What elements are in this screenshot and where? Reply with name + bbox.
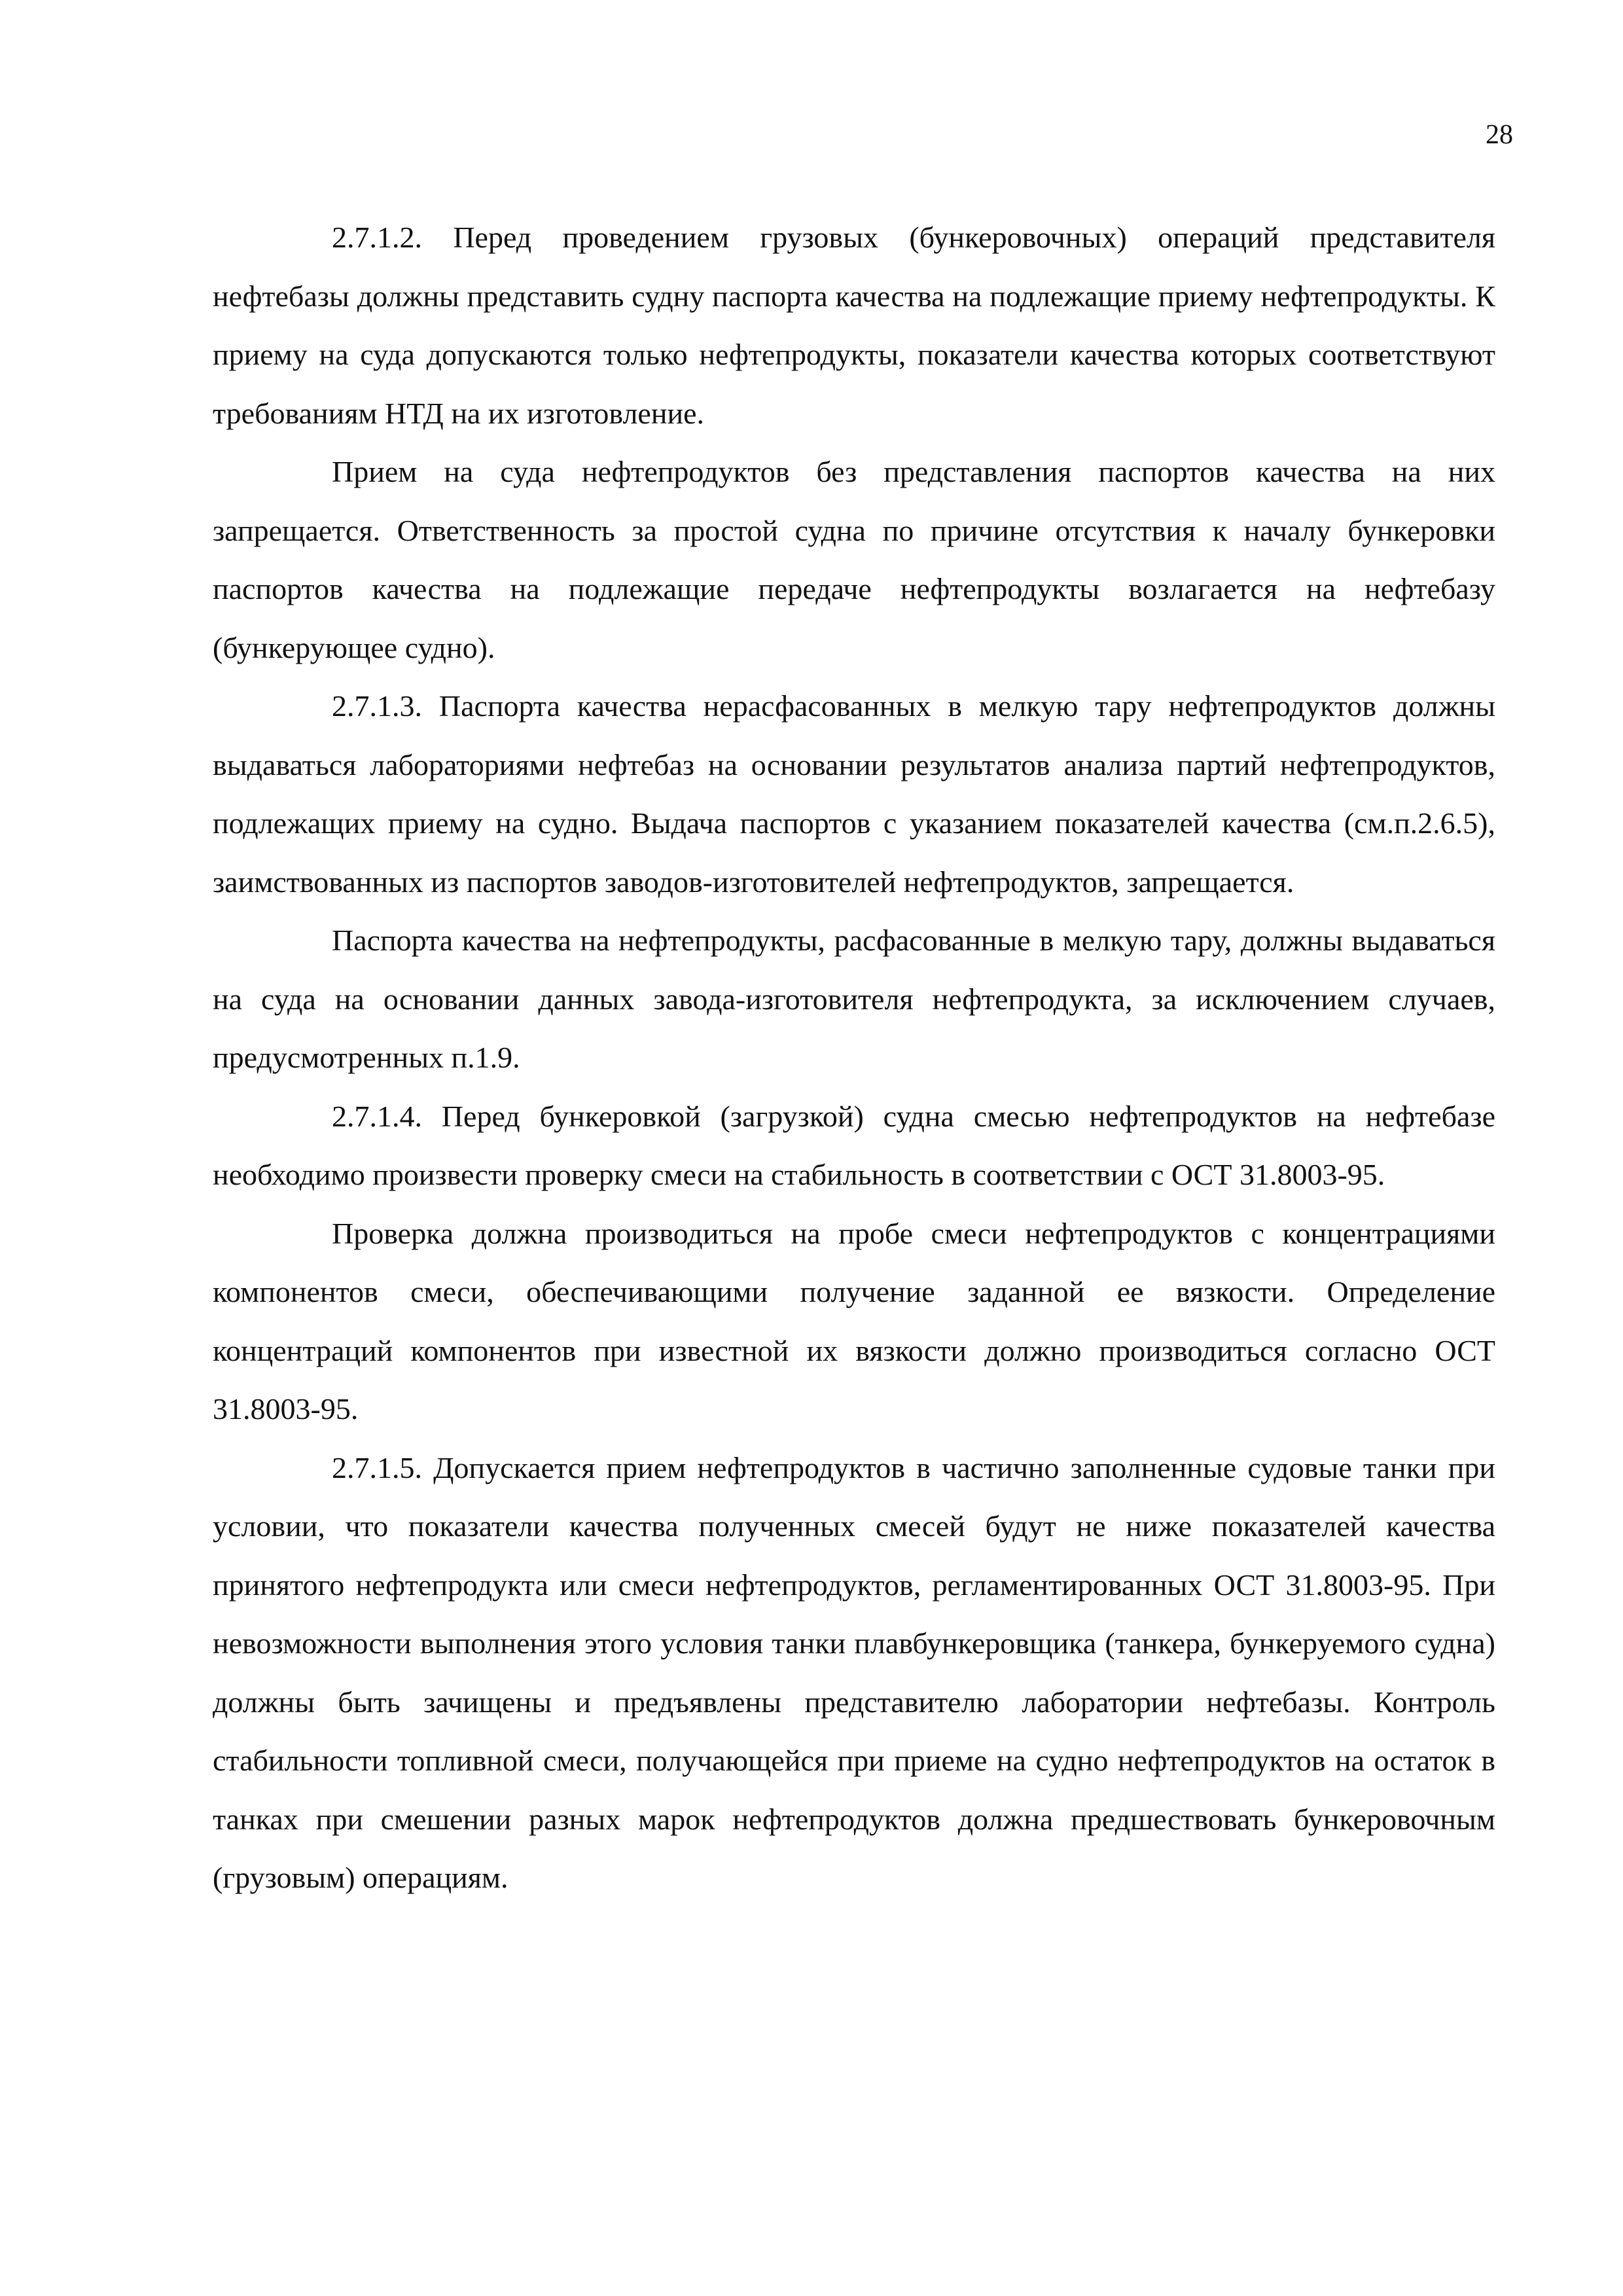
paragraph-acceptance-ban: Прием на суда нефтепродуктов без представления паспортов качества на них запрещается. Ответственность за простой судна по причине отсутствия к началу бункеровки паспортов качества на подлежащие передаче нефтепродукты возлагается на нефтебазу (бункерующее судно).: [213, 455, 1495, 664]
page-number: 28: [1486, 120, 1513, 150]
paragraph-check-procedure: Проверка должна производиться на пробе смеси нефтепродуктов с концентрациями компонентов смеси, обеспечивающими получение заданной ее вязкости. Определение концентраций компонентов при известной их вязкости должно производиться согласно ОСТ 31.8003-95.: [213, 1216, 1495, 1426]
paragraph-2-7-1-2: 2.7.1.2. Перед проведением грузовых (бункеровочных) операций представителя нефтебазы должны представить судну паспорта качества на подлежащие приему нефтепродукты. К приему на суда допускаются только нефтепродукты, показатели качества которых соответствуют требованиям НТД на их изготовление.: [213, 221, 1495, 430]
paragraph-2-7-1-4: 2.7.1.4. Перед бункеровкой (загрузкой) судна смесью нефтепродуктов на нефтебазе необходимо произвести проверку смеси на стабильность в соответствии с ОСТ 31.8003-95.: [213, 1099, 1495, 1191]
paragraph-2-7-1-5: 2.7.1.5. Допускается прием нефтепродуктов в частично заполненные судовые танки при условии, что показатели качества полученных смесей будут не ниже показателей качества принятого нефтепродукта или смеси нефтепродуктов, регламентированных ОСТ 31.8003-95. При невозможности выполнения этого условия танки плавбункеровщика (танкера, бункеруемого судна) должны быть зачищены и предъявлены представителю лаборатории нефтебазы. Контроль стабильности топливной смеси, получающейся при приеме на судно нефтепродуктов на остаток в танках при смешении разных марок нефтепродуктов должна предшествовать бункеровочным (грузовым) операциям.: [213, 1450, 1495, 1894]
paragraph-2-7-1-3: 2.7.1.3. Паспорта качества нерасфасованных в мелкую тару нефтепродуктов должны выдаваться лабораториями нефтебаз на основании результатов анализа партий нефтепродуктов, подлежащих приему на судно. Выдача паспортов с указанием показателей качества (см.п.2.6.5), заимствованных из паспортов заводов-изготовителей нефтепродуктов, запрещается.: [213, 689, 1495, 899]
document-body: [213, 208, 1495, 1907]
paragraph-packaged-products: Паспорта качества на нефтепродукты, расфасованные в мелкую тару, должны выдаваться на суда на основании данных завода-изготовителя нефтепродукта, за исключением случаев, предусмотренных п.1.9.: [213, 924, 1495, 1074]
